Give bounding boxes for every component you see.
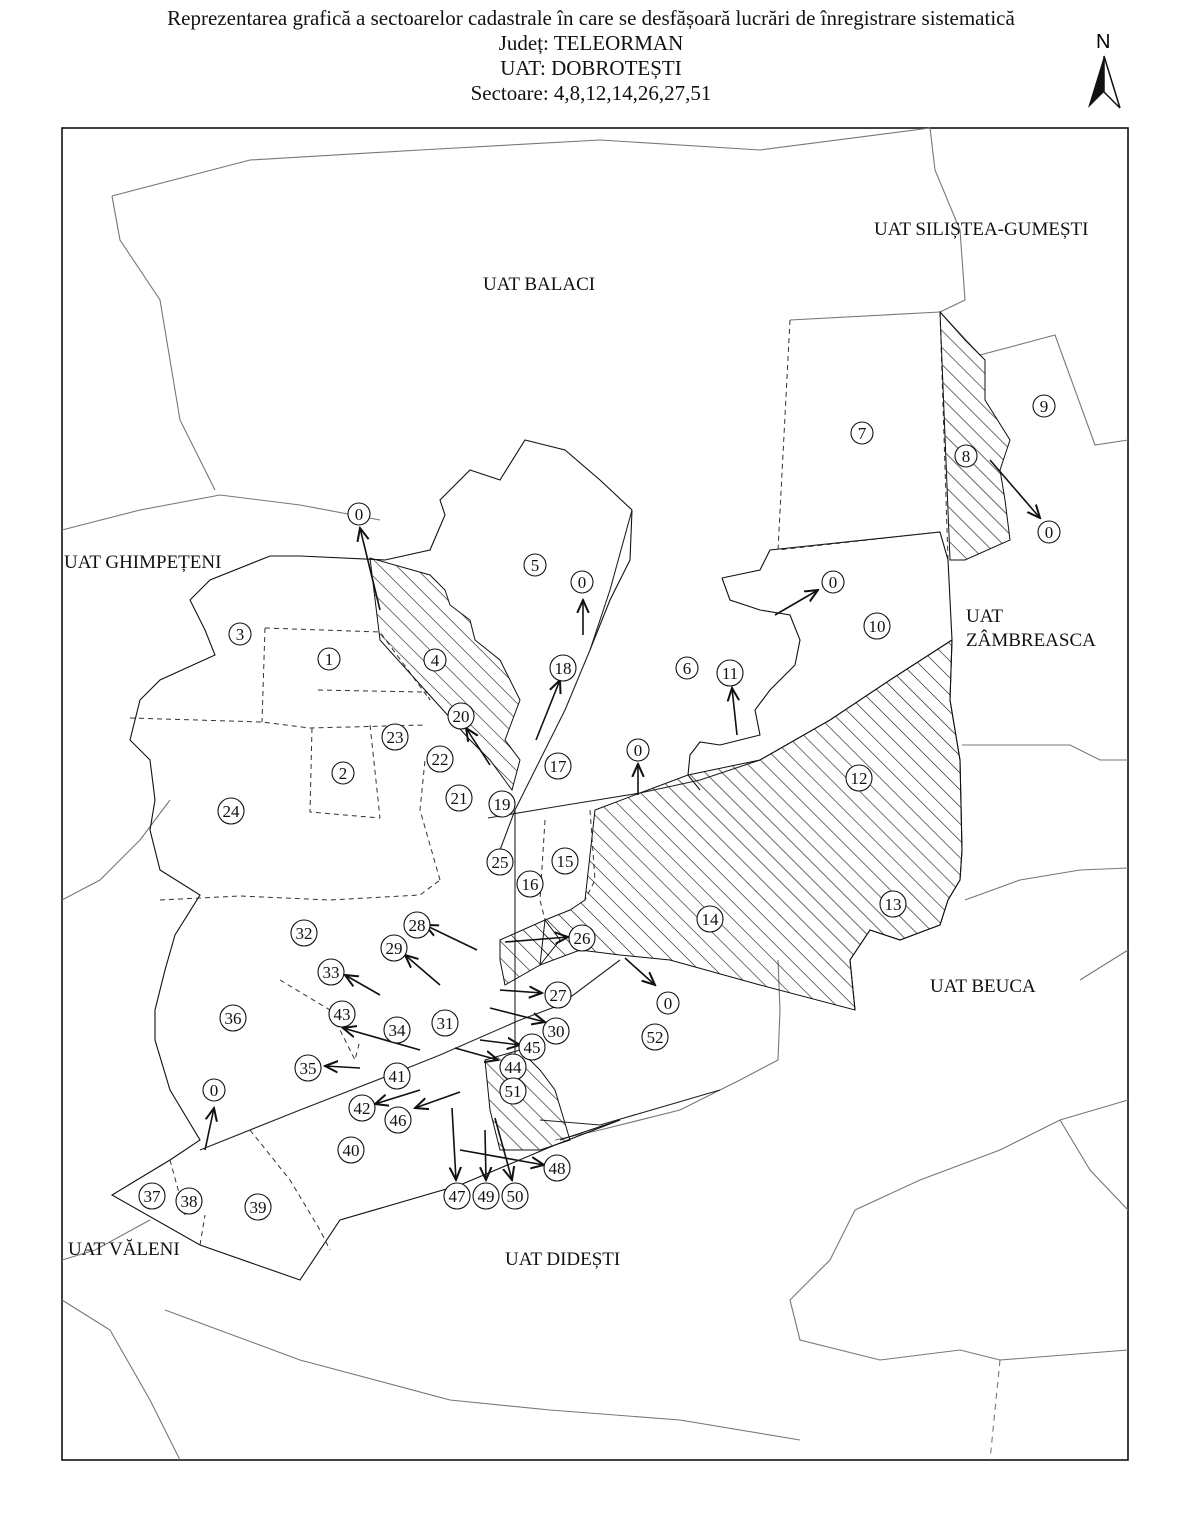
sector-label-2 <box>332 762 354 784</box>
sector-label-50 <box>502 1183 528 1209</box>
uat-label: UAT: DOBROTEȘTI <box>500 56 682 80</box>
sector-number: 24 <box>222 802 240 821</box>
sector-label-0-c <box>822 571 844 593</box>
sector-label-4 <box>424 649 446 671</box>
sector-label-18 <box>550 655 576 681</box>
sector-number: 28 <box>408 916 426 935</box>
sector-label-0-f <box>657 992 679 1014</box>
sector-number: 17 <box>549 757 567 776</box>
sector-number: 50 <box>506 1187 524 1206</box>
sector-number: 2 <box>338 764 348 783</box>
sector-number: 20 <box>452 707 470 726</box>
sector-label-0-g <box>203 1079 225 1101</box>
sector-number: 0 <box>828 573 838 592</box>
sector-label-43 <box>329 1001 355 1027</box>
county-label: Județ: TELEORMAN <box>498 31 684 55</box>
neighbor-silistea-label: UAT SILIȘTEA-GUMEȘTI <box>874 219 1089 240</box>
sector-number: 38 <box>180 1192 198 1211</box>
sector-number: 11 <box>721 664 739 683</box>
sector-number: 52 <box>646 1028 664 1047</box>
sector-label-37 <box>139 1183 165 1209</box>
neighbor-valeni-label: UAT VĂLENI <box>68 1239 180 1260</box>
sector-51-area <box>485 1050 570 1150</box>
sector-number: 43 <box>333 1005 351 1024</box>
sector-number: 36 <box>224 1009 242 1028</box>
sector-label-0-a <box>348 503 370 525</box>
sector-number: 4 <box>430 651 440 670</box>
sector-number: 47 <box>448 1187 466 1206</box>
sector-label-27 <box>545 982 571 1008</box>
sector-label-20 <box>448 703 474 729</box>
map-title: Reprezentarea grafică a sectoarelor cadastrale în care se desfășoară lucrări de înregistrare sistematică <box>167 6 1015 30</box>
sector-label-5 <box>524 554 546 576</box>
sector-label-0-b <box>571 571 593 593</box>
sector-number: 35 <box>299 1059 317 1078</box>
sector-label-7 <box>851 422 873 444</box>
sector-label-0-d <box>627 739 649 761</box>
neighbor-ghimpeteni-label: UAT GHIMPEȚENI <box>64 552 222 573</box>
sector-number: 30 <box>547 1022 565 1041</box>
sector-label-31 <box>432 1010 458 1036</box>
sector-label-10 <box>864 613 890 639</box>
sector-label-17 <box>545 753 571 779</box>
sector-label-47 <box>444 1183 470 1209</box>
sector-label-6 <box>676 657 698 679</box>
neighbor-zambreasca-label-2: ZÂMBREASCA <box>966 630 1096 651</box>
sector-label-36 <box>220 1005 246 1031</box>
sector-number: 23 <box>386 728 404 747</box>
sector-label-40 <box>338 1137 364 1163</box>
sector-label-29 <box>381 935 407 961</box>
sector-number: 37 <box>143 1187 161 1206</box>
sector-number: 14 <box>701 910 719 929</box>
sector-number: 13 <box>884 895 902 914</box>
sector-label-28 <box>404 912 430 938</box>
sector-number: 12 <box>850 769 868 788</box>
sector-label-48 <box>544 1155 570 1181</box>
sector-label-24 <box>218 798 244 824</box>
sector-number: 34 <box>388 1021 406 1040</box>
sector-label-46 <box>385 1107 411 1133</box>
sector-number: 51 <box>504 1082 522 1101</box>
sector-number: 0 <box>633 741 643 760</box>
sector-label-25 <box>487 849 513 875</box>
sector-label-35 <box>295 1055 321 1081</box>
sector-number: 10 <box>868 617 886 636</box>
sector-number: 41 <box>388 1067 406 1086</box>
sector-number: 48 <box>548 1159 566 1178</box>
sector-label-12 <box>846 765 872 791</box>
svg-text:N: N <box>1096 31 1111 53</box>
sector-number: 29 <box>385 939 403 958</box>
sector-number: 1 <box>324 650 334 669</box>
sector-number: 0 <box>663 994 673 1013</box>
sector-number: 26 <box>573 929 591 948</box>
sector-label-32 <box>291 920 317 946</box>
sector-number: 33 <box>322 963 340 982</box>
sector-label-8 <box>955 445 977 467</box>
sector-number: 16 <box>521 875 539 894</box>
sector-label-15 <box>552 848 578 874</box>
neighbor-beuca-label: UAT BEUCA <box>930 976 1036 997</box>
sector-number: 5 <box>530 556 540 575</box>
neighbor-didesti-label: UAT DIDEȘTI <box>505 1249 621 1270</box>
sector-number: 18 <box>554 659 572 678</box>
sector-number: 44 <box>504 1058 522 1077</box>
sector-number: 0 <box>577 573 587 592</box>
sector-label-13 <box>880 891 906 917</box>
sector-label-33 <box>318 959 344 985</box>
sector-label-23 <box>382 724 408 750</box>
neighbor-zambreasca-label-1: UAT <box>966 606 1003 627</box>
sector-number: 49 <box>477 1187 495 1206</box>
sector-number: 22 <box>431 750 449 769</box>
sector-number: 0 <box>1044 523 1054 542</box>
sector-number: 7 <box>857 424 867 443</box>
sector-label-9 <box>1033 395 1055 417</box>
sector-number: 40 <box>342 1141 360 1160</box>
sector-label-16 <box>517 871 543 897</box>
sector-label-22 <box>427 746 453 772</box>
sectors-label: Sectoare: 4,8,12,14,26,27,51 <box>470 81 712 105</box>
sector-12-14-area <box>540 640 962 1010</box>
sector-number: 27 <box>549 986 567 1005</box>
sector-label-1 <box>318 648 340 670</box>
sector-label-51 <box>500 1078 526 1104</box>
sector-number: 25 <box>491 853 509 872</box>
sector-number: 6 <box>682 659 692 678</box>
sector-number: 32 <box>295 924 313 943</box>
sector-label-19 <box>489 791 515 817</box>
sector-number: 0 <box>354 505 364 524</box>
sector-label-14 <box>697 906 723 932</box>
sector-number: 0 <box>209 1081 219 1100</box>
sector-number: 39 <box>249 1198 267 1217</box>
sector-label-26 <box>569 925 595 951</box>
sector-label-11 <box>717 660 743 686</box>
sector-label-30 <box>543 1018 569 1044</box>
sector-number: 31 <box>436 1014 454 1033</box>
sector-label-42 <box>349 1095 375 1121</box>
sector-label-0-e <box>1038 521 1060 543</box>
sector-label-21 <box>446 785 472 811</box>
sector-label-49 <box>473 1183 499 1209</box>
sector-number: 3 <box>235 625 245 644</box>
sector-number: 15 <box>556 852 574 871</box>
sector-label-39 <box>245 1194 271 1220</box>
sector-number: 8 <box>961 447 971 466</box>
sector-number: 9 <box>1039 397 1049 416</box>
sector-label-38 <box>176 1188 202 1214</box>
sector-label-52 <box>642 1024 668 1050</box>
sector-label-34 <box>384 1017 410 1043</box>
sector-number: 19 <box>493 795 511 814</box>
sector-number: 45 <box>523 1038 541 1057</box>
sector-label-44 <box>500 1054 526 1080</box>
hatched-sectors <box>370 312 1010 1150</box>
sector-number: 21 <box>450 789 468 808</box>
north-arrow-icon <box>1088 31 1120 108</box>
sector-number: 42 <box>353 1099 371 1118</box>
sector-label-41 <box>384 1063 410 1089</box>
neighbor-balaci-label: UAT BALACI <box>483 274 596 295</box>
sector-label-3 <box>229 623 251 645</box>
sector-label-45 <box>519 1034 545 1060</box>
sector-number: 46 <box>389 1111 407 1130</box>
